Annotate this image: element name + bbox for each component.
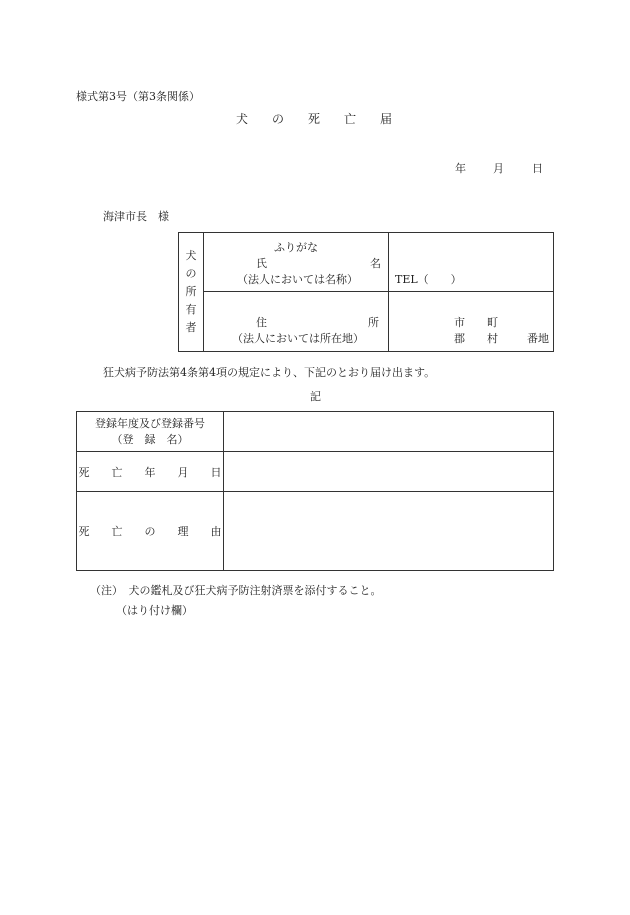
city-label: 市 xyxy=(454,316,465,329)
town-label: 町 xyxy=(487,316,498,329)
address-value-cell[interactable] xyxy=(389,292,554,352)
owner-side-label xyxy=(179,233,204,352)
statement: 狂犬病予防法第4条第4項の規定により、下記のとおり届け出ます。 xyxy=(103,366,436,379)
detail-table xyxy=(76,411,554,571)
address-label-right: 所 xyxy=(368,316,379,329)
reg-label-line1: 登録年度及び登録番号 xyxy=(95,416,205,430)
side-char: 者 xyxy=(185,321,197,334)
furigana-label: ふりがな xyxy=(274,241,318,254)
name-value-cell[interactable] xyxy=(389,233,554,292)
ki-label: 記 xyxy=(310,390,321,403)
death-reason-value-cell[interactable] xyxy=(224,492,554,571)
form-number: 様式第3号（第3条関係） xyxy=(76,90,200,103)
addressee: 海津市長 様 xyxy=(103,210,169,223)
date-year: 年 xyxy=(455,162,466,175)
date-month: 月 xyxy=(493,162,504,175)
name-label-cell xyxy=(204,233,389,292)
tel-label: TEL（ ） xyxy=(395,273,462,286)
name-note: （法人においては名称） xyxy=(237,273,358,286)
village-label: 村 xyxy=(487,332,498,345)
attach-area-label: （はり付け欄） xyxy=(116,604,193,617)
name-label-left: 氏 xyxy=(256,257,267,270)
name-label-right: 名 xyxy=(370,257,381,270)
county-label: 郡 xyxy=(454,332,465,345)
death-date-label: 死 亡 年 月 日 xyxy=(78,465,222,479)
lot-label: 番地 xyxy=(527,332,549,345)
document-title: 犬 の 死 亡 届 xyxy=(236,112,393,126)
reg-value-cell[interactable] xyxy=(224,412,554,452)
reg-label-line2: （登 録 名） xyxy=(111,432,189,446)
address-label-cell xyxy=(204,292,389,352)
death-date-label-cell xyxy=(77,452,224,492)
address-note: （法人においては所在地） xyxy=(232,332,364,345)
side-char: 有 xyxy=(185,303,197,316)
side-char: 犬 xyxy=(185,249,197,262)
death-reason-label-cell xyxy=(77,492,224,571)
address-label-left: 住 xyxy=(256,316,267,329)
death-date-value-cell[interactable] xyxy=(224,452,554,492)
date-day: 日 xyxy=(532,162,543,175)
note: （注） 犬の鑑札及び狂犬病予防注射済票を添付すること。 xyxy=(90,584,382,597)
side-char: の xyxy=(185,267,197,280)
reg-label-cell xyxy=(77,412,224,452)
side-char: 所 xyxy=(185,285,197,298)
death-reason-label: 死 亡 の 理 由 xyxy=(78,525,222,538)
owner-table xyxy=(178,232,554,352)
